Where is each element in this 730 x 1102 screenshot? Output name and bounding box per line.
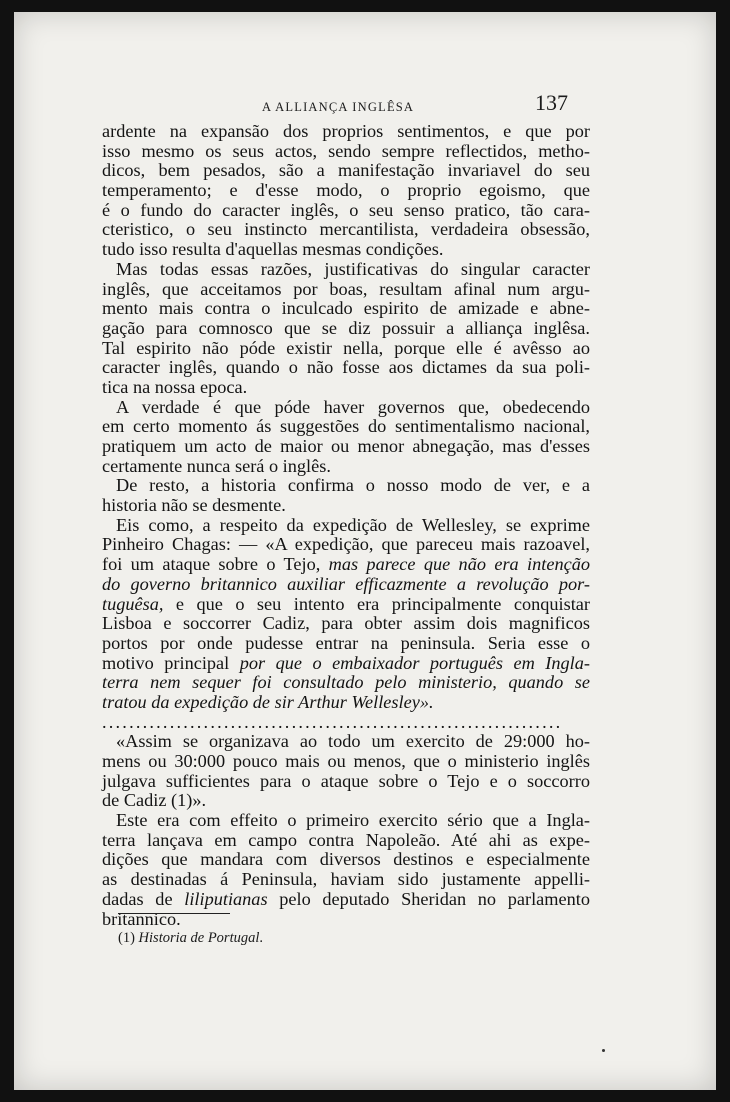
- paragraph: [102, 260, 590, 398]
- text-line: [102, 693, 590, 713]
- footnote-marker: (1): [118, 930, 135, 946]
- text-line: motivo principal por que o embaixador português em Ingla-: [102, 652, 590, 673]
- text-line: de Cadiz (1)».: [102, 790, 207, 811]
- page-header: [14, 90, 716, 120]
- text-line: Tal espirito não póde existir nella, porque elle é avêsso ao: [102, 337, 590, 358]
- text-line: portos por onde pudesse entrar na peninsula. Seria esse o: [102, 632, 590, 653]
- text-line: [102, 575, 590, 595]
- text-line: isso mesmo os seus actos, sendo sempre reflectidos, metho-: [102, 140, 590, 161]
- text-line: De resto, a historia confirma o nosso modo de ver, e a: [116, 475, 590, 496]
- text-line: [102, 673, 590, 693]
- text-line: caracter inglês, quando o não fosse aos dictames da sua poli-: [102, 357, 590, 378]
- text-line: pratiquem um acto de maior ou menor abnegação, mas d'esses: [102, 436, 590, 456]
- paragraph: [102, 122, 590, 260]
- italic-text: liliputianas: [184, 888, 268, 909]
- text-line: gação para comnosco que se diz possuir a alliança inglêsa.: [102, 317, 590, 338]
- text-line: certamente nunca será o inglês.: [102, 455, 331, 476]
- paragraph: [102, 516, 590, 713]
- footnote-rule: [118, 913, 230, 914]
- text-line: em certo momento ás suggestões do sentimentalismo nacional,: [102, 416, 590, 437]
- italic-text: do governo britannico auxiliar efficazmente a revolução por-: [102, 573, 590, 594]
- italic-text: terra nem sequer foi consultado pelo ministerio, quando se: [102, 672, 590, 693]
- text-line: mens ou 30:000 pouco mais ou menos, que o ministerio inglês: [102, 751, 590, 771]
- running-title: A ALLIANÇA INGLÊSA: [262, 100, 415, 114]
- ink-speck: [602, 1049, 605, 1052]
- italic-text: tuguêsa,: [102, 593, 164, 614]
- text-line: as destinadas á Peninsula, haviam sido justamente appelli-: [102, 869, 590, 890]
- text-line: dições que mandara com diversos destinos e especialmente: [102, 849, 590, 870]
- text-line: julgava sufficientes para o ataque sobre o Tejo e o soccorro: [102, 770, 590, 791]
- text-line: Eis como, a respeito da expedição de Wellesley, se exprime: [116, 514, 590, 535]
- ellipsis-line: ....................................................................: [102, 712, 563, 732]
- text-line: Pinheiro Chagas: — «A expedição, que pareceu mais razoavel,: [102, 534, 590, 555]
- footnote: [118, 930, 263, 947]
- text-line: «Assim se organizava ao todo um exercito de 29:000 ho-: [116, 731, 590, 752]
- text-line: terra lançava em campo contra Napoleão. Até ahi as expe-: [102, 829, 590, 850]
- text-line: Mas todas essas razões, justificativas do singular caracter: [116, 258, 590, 279]
- text-line: inglês, que acceitamos por boas, resultam afinal num argu-: [102, 278, 590, 299]
- text-line: tuguêsa, e que o seu intento era principalmente conquistar: [102, 593, 590, 614]
- text-line: foi um ataque sobre o Tejo, mas parece que não era intenção: [102, 554, 590, 575]
- paragraph: [102, 732, 590, 811]
- italic-text: mas parece que não era intenção: [328, 554, 590, 575]
- text-line: tudo isso resulta d'aquellas mesmas condições.: [102, 239, 444, 260]
- italic-text: tratou da expedição de sir Arthur Wellesley».: [102, 691, 434, 712]
- text-line: dicos, bem pesados, são a manifestação invariavel do seu: [102, 160, 590, 181]
- text-line: dadas de liliputianas pelo deputado Sheridan no parlamento: [102, 888, 590, 909]
- paragraph: [102, 398, 590, 477]
- text-line: historia não se desmente.: [102, 495, 286, 516]
- paragraph: [102, 476, 590, 515]
- text-line: temperamento; e d'esse modo, o proprio egoismo, que: [102, 180, 590, 201]
- text-line: Este era com effeito o primeiro exercito sério que a Ingla-: [116, 810, 590, 831]
- text-line: cteristico, o seu instincto mercantilista, verdadeira obsessão,: [102, 219, 590, 240]
- page-number: 137: [535, 90, 568, 115]
- text-line: Lisboa e soccorrer Cadiz, para obter assim dois magnificos: [102, 613, 590, 634]
- paragraph: [102, 811, 590, 929]
- text-line: é o fundo do caracter inglês, o seu senso pratico, tão cara-: [102, 199, 590, 220]
- text-line: ardente na expansão dos proprios sentimentos, e que por: [102, 121, 590, 141]
- text-line: mento mais contra o inculcado espirito de amizade e abne-: [102, 298, 590, 319]
- text-line: tica na nossa epoca.: [102, 376, 248, 397]
- book-page: [14, 12, 716, 1090]
- footnote-title: Historia de Portugal: [138, 930, 260, 946]
- footnote-end: .: [259, 930, 264, 946]
- italic-text: por que o embaixador português em Ingla-: [239, 652, 590, 673]
- text-line: britannico.: [102, 908, 181, 929]
- text-line: A verdade é que póde haver governos que, obedecendo: [116, 396, 590, 417]
- body-text: [102, 122, 590, 929]
